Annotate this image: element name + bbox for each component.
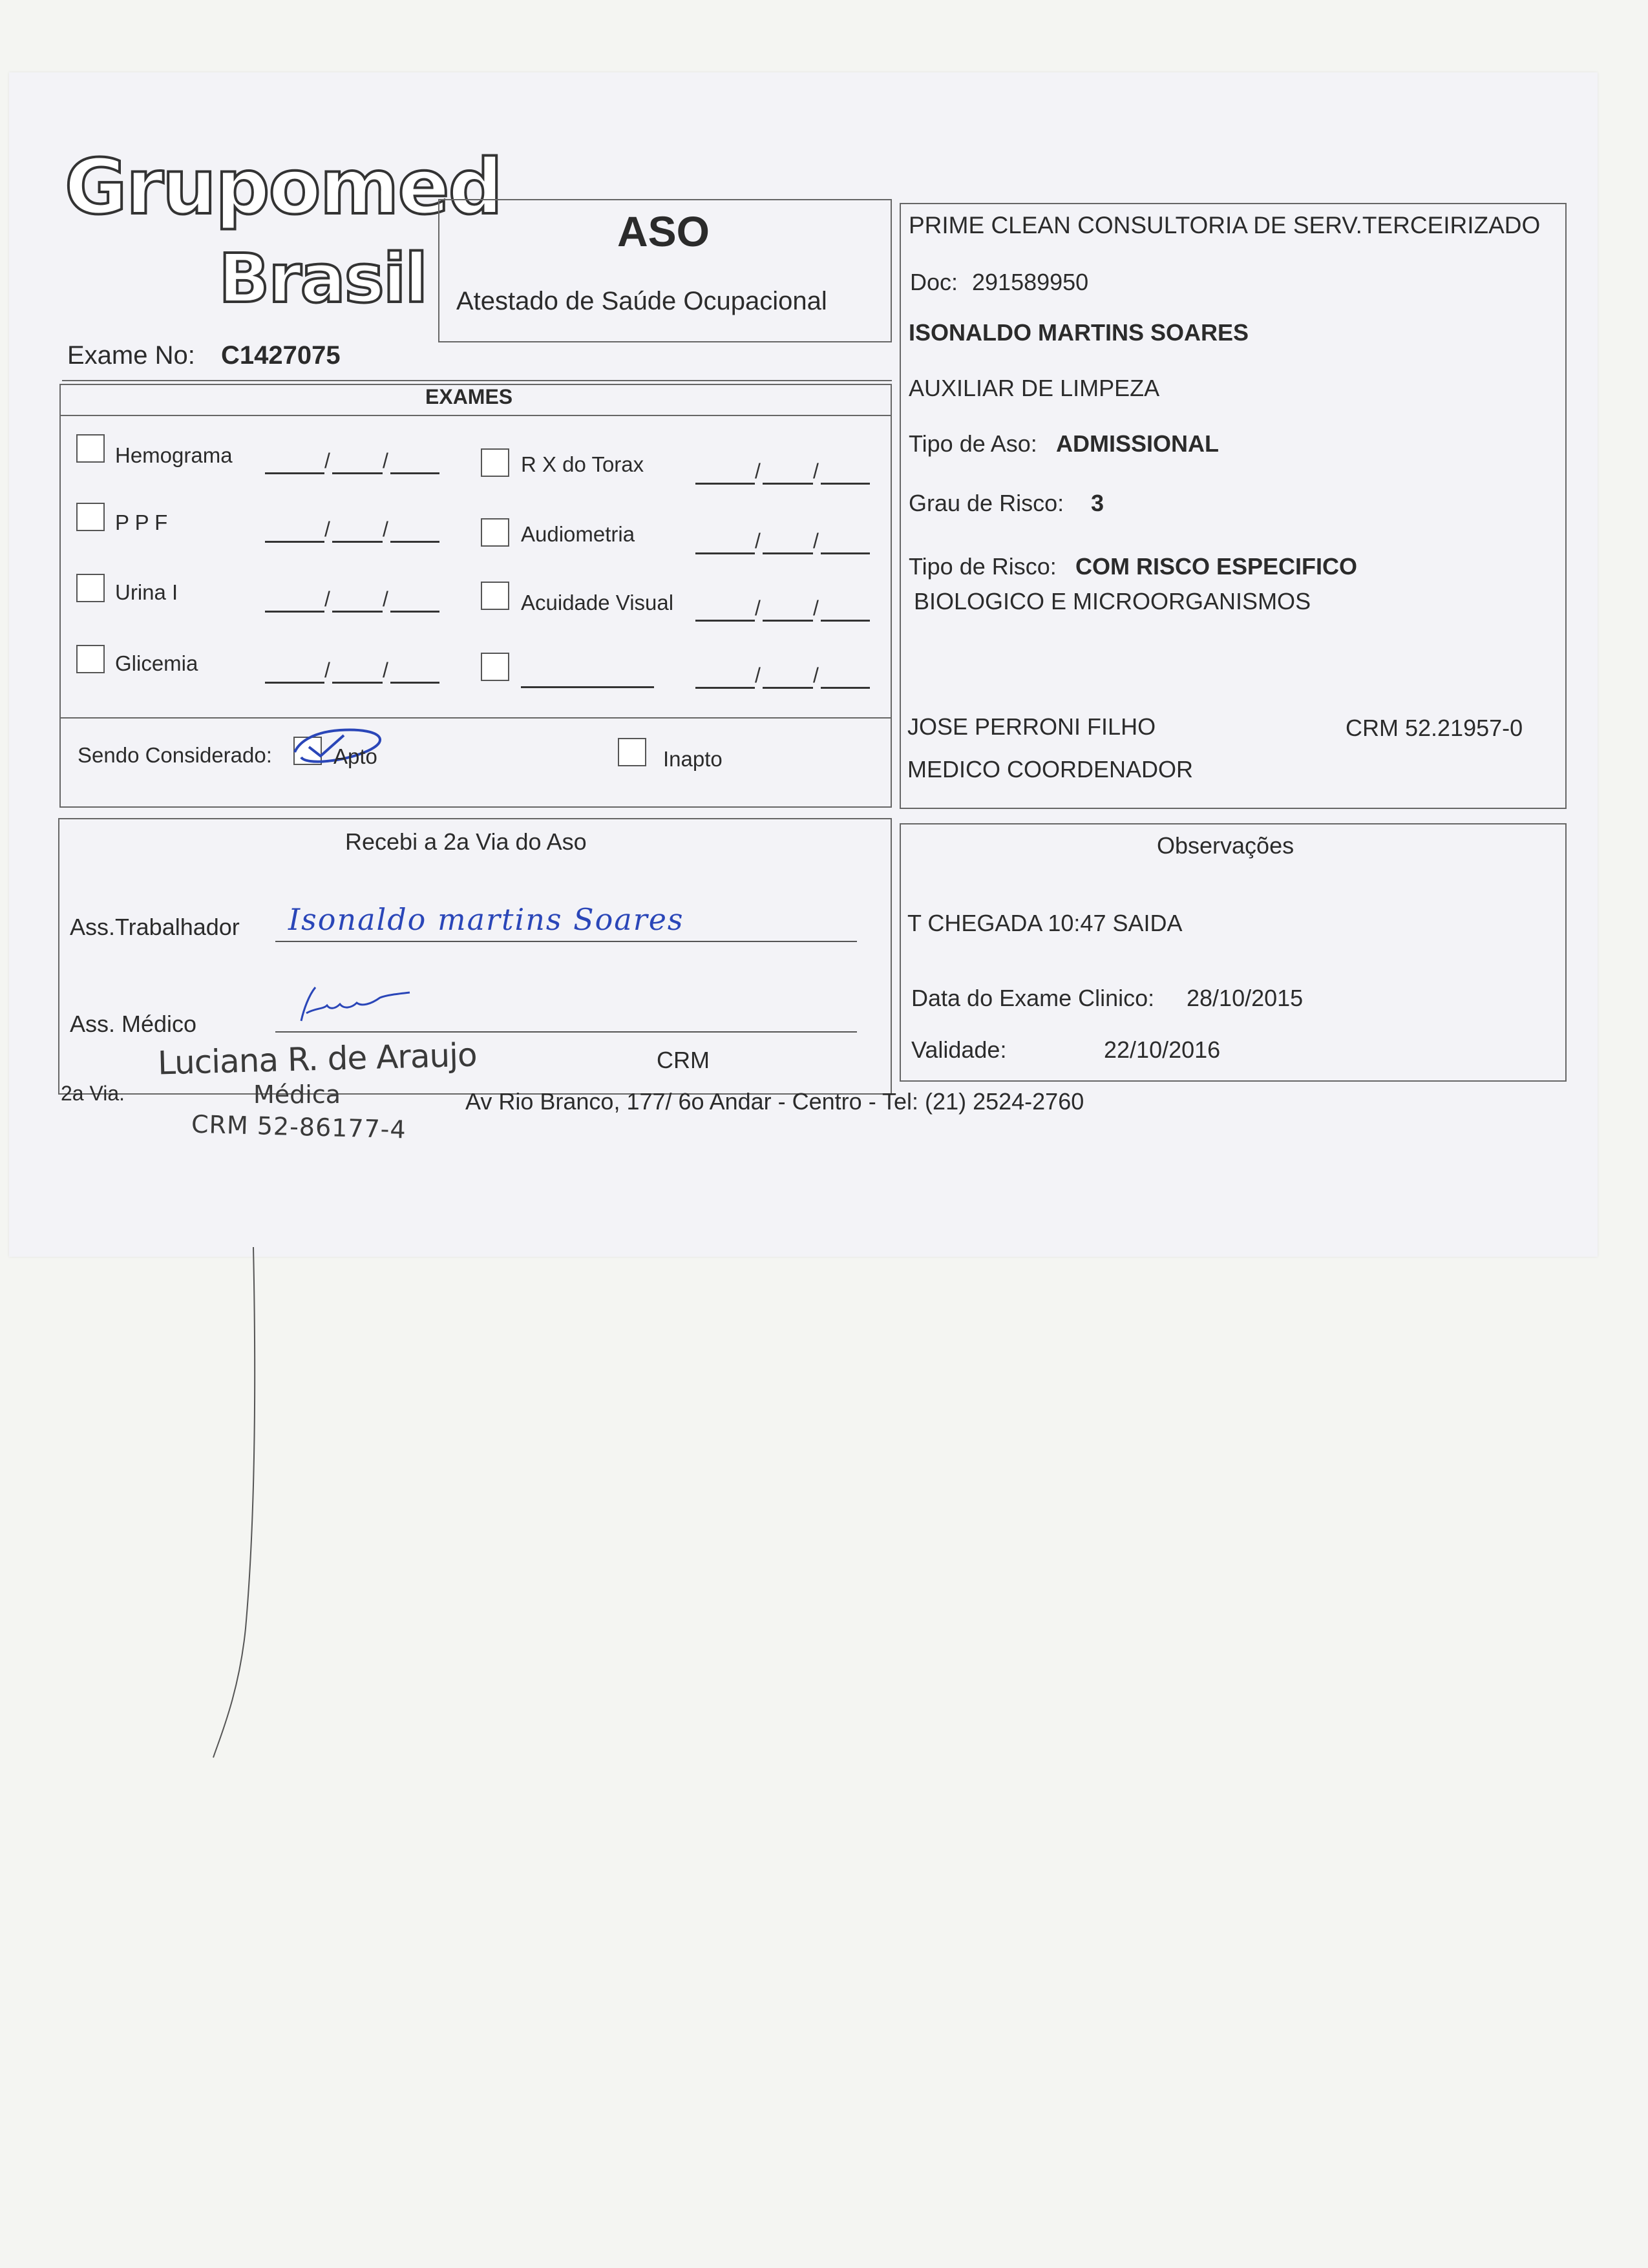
consider-label: Sendo Considerado: <box>78 743 272 767</box>
logo-line1: Grupomed <box>65 142 502 231</box>
company-name: PRIME CLEAN CONSULTORIA DE SERV.TERCEIRIZADO <box>909 212 1541 238</box>
aso-title: ASO <box>617 207 710 255</box>
exam-label-rx-torax: R X do Torax <box>521 452 644 476</box>
exam-date-value: 28/10/2015 <box>1187 985 1304 1011</box>
stamp-crm: CRM 52-86177-4 <box>191 1109 407 1144</box>
checkbox-inapto[interactable] <box>618 738 646 766</box>
coordinator-crm: CRM 52.21957-0 <box>1346 715 1523 741</box>
date-field-acuidade-visual[interactable] <box>695 596 870 622</box>
coordinator-name: JOSE PERRONI FILHO <box>907 713 1156 740</box>
worker-signature: Isonaldo martins Soares <box>288 902 684 937</box>
other-exam-name-field[interactable] <box>521 660 654 688</box>
date-sep: / <box>813 459 819 483</box>
exam-label-audiometria: Audiometria <box>521 522 635 546</box>
date-sep: / <box>383 587 388 611</box>
date-sep: / <box>383 449 388 472</box>
doctor-signature-label: Ass. Médico <box>70 1011 197 1037</box>
observations-note: T CHEGADA 10:47 SAIDA <box>907 910 1183 936</box>
risco-detail: BIOLOGICO E MICROORGANISMOS <box>914 588 1311 614</box>
validity-value: 22/10/2016 <box>1104 1036 1221 1063</box>
tipo-risco-value: COM RISCO ESPECIFICO <box>1075 553 1358 580</box>
doc-label: Doc: <box>910 269 958 295</box>
date-field-rx-torax[interactable] <box>695 459 870 485</box>
worker-signature-label: Ass.Trabalhador <box>70 914 240 940</box>
logo-line2: Brasil <box>218 239 427 318</box>
checkbox-acuidade-visual[interactable] <box>481 582 509 610</box>
date-sep: / <box>813 664 819 687</box>
doc-value: 291589950 <box>972 269 1089 295</box>
checkbox-audiometria[interactable] <box>481 518 509 547</box>
date-field-urina[interactable] <box>265 587 439 613</box>
observations-title: Observações <box>1157 832 1294 859</box>
coordinator-role: MEDICO COORDENADOR <box>907 756 1194 782</box>
date-field-ppf[interactable] <box>265 517 439 543</box>
exams-heading-rule <box>59 415 892 416</box>
date-field-hemograma[interactable] <box>265 448 439 474</box>
checkbox-rx-torax[interactable] <box>481 448 509 477</box>
consider-rule <box>59 717 892 719</box>
tipo-risco-label: Tipo de Risco: <box>909 553 1057 580</box>
exams-heading: EXAMES <box>425 385 513 408</box>
exam-label-glicemia: Glicemia <box>115 651 198 675</box>
grau-risco-value: 3 <box>1091 490 1104 516</box>
scan-pen-stroke <box>194 1241 271 1770</box>
inapto-label: Inapto <box>663 747 723 771</box>
stamp-role: Médica <box>253 1080 341 1109</box>
doctor-signature-icon <box>290 976 419 1027</box>
exams-top-rule <box>62 380 892 381</box>
date-sep: / <box>324 449 330 472</box>
checkbox-hemograma[interactable] <box>76 434 105 463</box>
date-sep: / <box>383 518 388 541</box>
validity-label: Validade: <box>911 1036 1007 1063</box>
date-field-other-exam[interactable] <box>695 663 870 689</box>
checkbox-glicemia[interactable] <box>76 645 105 673</box>
employee-name: ISONALDO MARTINS SOARES <box>909 319 1249 346</box>
exame-no-value: C1427075 <box>221 341 341 370</box>
grau-risco-label: Grau de Risco: <box>909 490 1064 516</box>
worker-signature-line[interactable] <box>275 941 857 942</box>
exam-label-acuidade-visual: Acuidade Visual <box>521 591 674 614</box>
footer-address: Av Rio Branco, 177/ 6o Andar - Centro - Tel: (21) 2524-2760 <box>465 1088 1084 1115</box>
tipo-aso-label: Tipo de Aso: <box>909 430 1037 457</box>
date-sep: / <box>755 529 761 552</box>
exam-label-urina: Urina I <box>115 580 178 604</box>
receipt-title: Recebi a 2a Via do Aso <box>345 828 587 855</box>
doctor-stamp <box>153 1036 478 1150</box>
date-sep: / <box>813 529 819 552</box>
doctor-signature-line[interactable] <box>275 1031 857 1033</box>
employee-role: AUXILIAR DE LIMPEZA <box>909 375 1160 401</box>
date-sep: / <box>383 658 388 682</box>
aso-subtitle: Atestado de Saúde Ocupacional <box>456 287 827 315</box>
date-sep: / <box>813 596 819 620</box>
tipo-aso-value: ADMISSIONAL <box>1056 430 1219 457</box>
crm-label: CRM <box>657 1047 710 1073</box>
date-sep: / <box>755 459 761 483</box>
stamp-name: Luciana R. de Araujo <box>157 1036 478 1082</box>
exam-label-hemograma: Hemograma <box>115 443 233 467</box>
date-sep: / <box>755 596 761 620</box>
apto-label: Apto <box>333 744 377 768</box>
exame-no-label: Exame No: <box>67 341 195 370</box>
checkbox-ppf[interactable] <box>76 503 105 531</box>
date-sep: / <box>324 658 330 682</box>
date-sep: / <box>324 587 330 611</box>
copy-label: 2a Via. <box>61 1082 125 1105</box>
exam-date-label: Data do Exame Clinico: <box>911 985 1155 1011</box>
date-sep: / <box>755 664 761 687</box>
date-field-glicemia[interactable] <box>265 658 439 684</box>
exam-label-ppf: P P F <box>115 510 168 534</box>
date-field-audiometria[interactable] <box>695 529 870 554</box>
checkbox-other-exam[interactable] <box>481 653 509 681</box>
checkbox-urina[interactable] <box>76 574 105 602</box>
grupomed-logo <box>65 142 502 318</box>
date-sep: / <box>324 518 330 541</box>
